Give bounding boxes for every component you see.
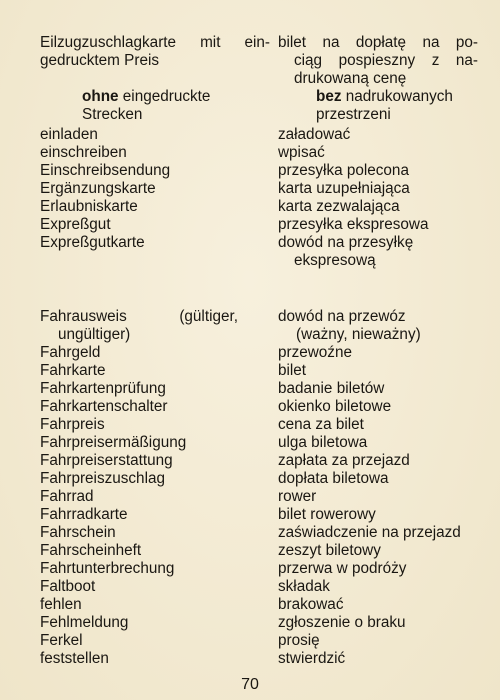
- dictionary-entry: [0, 470, 500, 488]
- entry-german-term: Faltboot: [40, 578, 96, 595]
- dictionary-entry: [0, 542, 500, 560]
- entry-german-term: Fahrausweis (gültiger,: [40, 308, 238, 325]
- dictionary-entry: [0, 198, 500, 216]
- entry-german-term: feststellen: [40, 650, 109, 667]
- entry-polish-translation: wpisać: [278, 144, 325, 161]
- entry-polish-translation: przewoźne: [278, 344, 352, 361]
- dictionary-entry: [0, 216, 500, 234]
- dictionary-entry: [0, 560, 500, 578]
- entry-ohne-line2: [0, 106, 500, 124]
- entry-german-subterm: ohne eingedruckte: [82, 88, 211, 105]
- entry-polish-translation: załadować: [278, 126, 351, 143]
- entry-german-term: Eilzugzuschlagkarte mit ein-: [40, 34, 270, 51]
- dictionary-entry: [0, 398, 500, 416]
- entry-german-term: Ergänzungskarte: [40, 180, 156, 197]
- entry-polish-translation: okienko biletowe: [278, 398, 392, 415]
- dictionary-entry: [0, 234, 500, 252]
- dictionary-entry: [0, 180, 500, 198]
- dictionary-entry: [0, 362, 500, 380]
- dictionary-entry: [0, 578, 500, 596]
- entry-german-term: Fehlmeldung: [40, 614, 129, 631]
- dictionary-entry: [0, 434, 500, 452]
- entry-german-term: Erlaubniskarte: [40, 198, 138, 215]
- entry-german-term: Fahrscheinheft: [40, 542, 142, 559]
- entry-german-term: einladen: [40, 126, 98, 143]
- entry-german-term: Fahrtunterbrechung: [40, 560, 175, 577]
- entry-polish-translation: przesyłka polecona: [278, 162, 409, 179]
- entry-eilzug-line1: [0, 34, 500, 52]
- dictionary-entry: [0, 144, 500, 162]
- entry-german-term: Fahrkartenprüfung: [40, 380, 166, 397]
- entry-polish-translation-cont: (ważny, nieważny): [296, 326, 421, 343]
- entry-polish-translation: składak: [278, 578, 330, 595]
- entry-polish-translation-cont: ekspresową: [294, 252, 376, 269]
- entry-german-term: fehlen: [40, 596, 82, 613]
- entry-german-term: Fahrkarte: [40, 362, 106, 379]
- entry-polish-translation: karta uzupełniająca: [278, 180, 410, 197]
- dictionary-entry: [0, 452, 500, 470]
- entry-polish-translation: ulga biletowa: [278, 434, 368, 451]
- entry-polish-translation: rower: [278, 488, 317, 505]
- entry-german-term: Expreßgutkarte: [40, 234, 145, 251]
- entry-polish-translation: zgłoszenie o braku: [278, 614, 406, 631]
- entry-polish-translation: przerwa w podróży: [278, 560, 407, 577]
- entry-polish-translation: prosię: [278, 632, 320, 649]
- entry-german-term: Fahrrad: [40, 488, 94, 505]
- entry-polish-translation: przesyłka ekspresowa: [278, 216, 429, 233]
- entry-polish-translation-cont: drukowaną cenę: [294, 70, 407, 87]
- dictionary-entry: [0, 650, 500, 668]
- dictionary-entry: [0, 380, 500, 398]
- entry-polish-translation: zapłata za przejazd: [278, 452, 410, 469]
- entry-polish-subterm: bez nadrukowanych: [316, 88, 453, 105]
- entry-polish-translation: brakować: [278, 596, 344, 613]
- entry-eilzug-line2: [0, 52, 500, 70]
- entry-eilzug-line3: [0, 70, 500, 88]
- entry-german-term-cont: gedrucktem Preis: [40, 52, 160, 69]
- dictionary-entry: [0, 524, 500, 542]
- entry-german-term: Fahrkartenschalter: [40, 398, 168, 415]
- dictionary-entry-cont: [0, 326, 500, 344]
- dictionary-entry: [0, 126, 500, 144]
- entry-german-term: Expreßgut: [40, 216, 111, 233]
- entry-polish-translation: dowód na przewóz: [278, 308, 406, 325]
- entry-polish-translation: cena za bilet: [278, 416, 364, 433]
- entry-polish-translation: zaświadczenie na przejazd: [278, 524, 461, 541]
- dictionary-entry-cont: [0, 252, 500, 270]
- entry-polish-translation: badanie biletów: [278, 380, 385, 397]
- dictionary-entry: [0, 308, 500, 326]
- dictionary-entry: [0, 614, 500, 632]
- entry-polish-translation: zeszyt biletowy: [278, 542, 381, 559]
- entry-german-term: Fahrpreiszuschlag: [40, 470, 165, 487]
- dictionary-entry: [0, 596, 500, 614]
- entry-polish-translation: dowód na przesyłkę: [278, 234, 414, 251]
- dictionary-entry: [0, 632, 500, 650]
- entry-german-term: Fahrradkarte: [40, 506, 128, 523]
- entry-polish-translation: karta zezwalająca: [278, 198, 400, 215]
- entry-german-term: Fahrschein: [40, 524, 116, 541]
- entry-polish-translation: dopłata biletowa: [278, 470, 389, 487]
- entry-polish-translation: bilet na dopłatę na po-: [278, 34, 478, 51]
- dictionary-entry: [0, 344, 500, 362]
- entry-german-term-cont: ungültiger): [58, 326, 131, 343]
- entry-german-term: Fahrpreisermäßigung: [40, 434, 187, 451]
- dictionary-entry: [0, 416, 500, 434]
- entry-german-term: Fahrpreiserstattung: [40, 452, 173, 469]
- entry-polish-translation-cont: ciąg pospieszny z na-: [294, 52, 478, 69]
- entry-german-term: einschreiben: [40, 144, 127, 161]
- entry-german-subterm-cont: Strecken: [82, 106, 143, 123]
- entry-german-term: Ferkel: [40, 632, 83, 649]
- dictionary-entry: [0, 506, 500, 524]
- dictionary-entry: [0, 488, 500, 506]
- entry-ohne-line1: [0, 88, 500, 106]
- dictionary-entry: [0, 162, 500, 180]
- entry-polish-subterm-cont: przestrzeni: [316, 106, 391, 123]
- entry-polish-translation: bilet: [278, 362, 307, 379]
- entry-german-term: Fahrgeld: [40, 344, 101, 361]
- entry-german-term: Einschreibsendung: [40, 162, 171, 179]
- entry-polish-translation: bilet rowerowy: [278, 506, 376, 523]
- entry-german-term: Fahrpreis: [40, 416, 105, 433]
- entry-polish-translation: stwierdzić: [278, 650, 346, 667]
- page-number: 70: [241, 676, 259, 693]
